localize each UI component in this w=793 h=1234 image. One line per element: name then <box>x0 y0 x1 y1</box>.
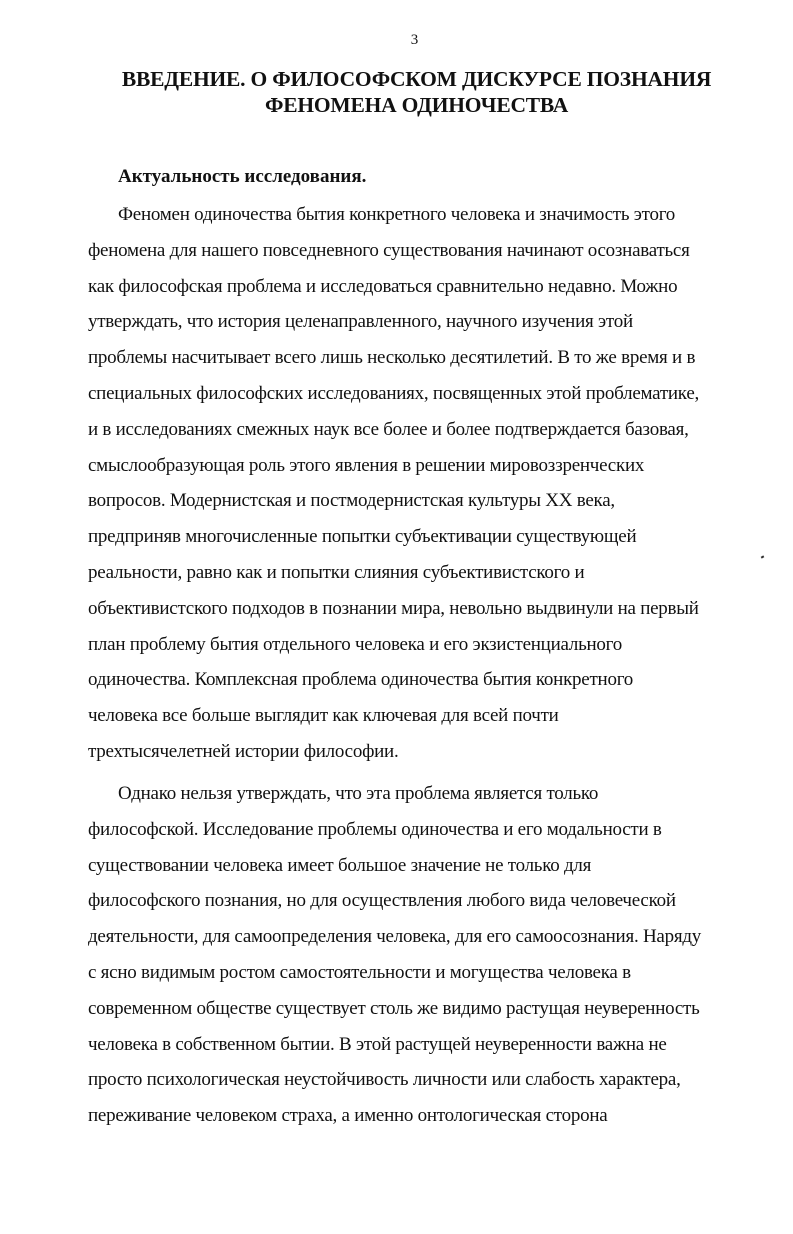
paragraph-line: реальности, равно как и попытки слияния субъективистского и <box>88 561 585 583</box>
paragraph-line: проблемы насчитывает всего лишь несколько десятилетий. В то же время и в <box>88 347 696 369</box>
paragraph-line: план проблему бытия отдельного человека и его экзистенциального <box>88 633 623 655</box>
paragraph-line: современном обществе существует столь же видимо растущая неуверенность <box>88 997 700 1019</box>
paragraph-line: предприняв многочисленные попытки субъективации существующей <box>88 526 637 548</box>
paragraph-line: специальных философских исследованиях, посвященных этой проблематике, <box>88 382 700 404</box>
paragraph-line: переживание человеком страха, а именно онтологическая сторона <box>88 1105 608 1127</box>
paragraph-line: Однако нельзя утверждать, что эта проблема является только <box>118 783 599 804</box>
paragraph-line: человека все больше выглядит как ключевая для всей почти <box>88 705 559 727</box>
paragraph-line: существовании человека имеет большое значение не только для <box>88 854 592 876</box>
paragraph-line: философского познания, но для осуществления любого вида человеческой <box>88 890 676 912</box>
paragraph-line: философской. Исследование проблемы одиночества и его модальности в <box>88 818 662 840</box>
paragraph-line: утверждать, что история целенаправленного, научного изучения этой <box>88 311 633 333</box>
paragraph-line: феномена для нашего повседневного существования начинают осознаваться <box>88 239 690 261</box>
paragraph-line: трехтысячелетней истории философии. <box>88 740 399 762</box>
paragraph-1 <box>88 197 768 770</box>
page-title-line-2: ФЕНОМЕНА ОДИНОЧЕСТВА <box>264 93 569 117</box>
paragraph-line: объективистского подходов в познании мира, невольно выдвинули на первый <box>88 597 699 619</box>
section-heading: Актуальность исследования. <box>118 166 367 187</box>
paragraph-2 <box>88 776 768 1134</box>
page-number: 3 <box>410 32 419 48</box>
paragraph-line: вопросов. Модернистская и постмодернистская культуры XX века, <box>88 490 615 512</box>
paragraph-line: Феномен одиночества бытия конкретного человека и значимость этого <box>118 204 676 225</box>
paragraph-line: и в исследованиях смежных наук все более и более подтверждается базовая, <box>88 418 689 440</box>
page-title <box>60 66 773 118</box>
paragraph-line: с ясно видимым ростом самостоятельности и могущества человека в <box>88 961 631 983</box>
paragraph-line: просто психологическая неустойчивость личности или слабость характера, <box>88 1069 681 1091</box>
paragraph-line: одиночества. Комплексная проблема одиночества бытия конкретного <box>88 669 634 691</box>
paragraph-line: деятельности, для самоопределения человека, для его самоосознания. Наряду <box>88 926 702 948</box>
paragraph-line: как философская проблема и исследоваться сравнительно недавно. Можно <box>88 275 678 297</box>
page-title-line-1: ВВЕДЕНИЕ. О ФИЛОСОФСКОМ ДИСКУРСЕ ПОЗНАНИЯ <box>121 67 712 91</box>
paragraph-line: человека в собственном бытии. В этой растущей неуверенности важна не <box>88 1033 667 1055</box>
paragraph-line: смыслообразующая роль этого явления в решении мировоззренческих <box>88 454 645 476</box>
